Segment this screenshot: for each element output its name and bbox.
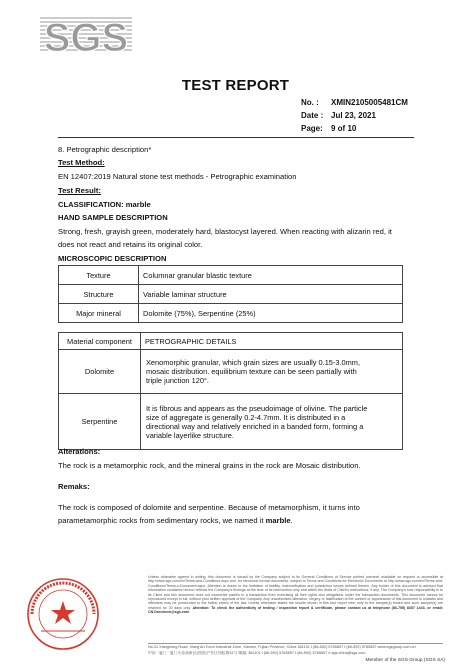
test-result-label: Test Result: (58, 186, 101, 195)
report-date: Date : Jul 23, 2021 (301, 111, 376, 120)
hand-sample-heading: HAND SAMPLE DESCRIPTION (58, 213, 168, 222)
table-cell-value: Columnar granular blastic texture (139, 266, 403, 285)
table-cell-label: Structure (59, 285, 139, 304)
table-cell-value: Dolomite (75%), Serpentine (25%) (139, 304, 403, 323)
microscopic-table (58, 265, 403, 323)
table-cell-label: Texture (59, 266, 139, 285)
table-header-row (59, 333, 403, 350)
table-row (59, 266, 403, 285)
table-row (59, 285, 403, 304)
section-heading: 8. Petrographic description* (58, 145, 152, 154)
alterations-text: The rock is a metamorphic rock, and the mineral grains in the rock are Mosaic distribution. (58, 461, 361, 470)
remarks-line-2: parametamorphic rocks from sedimentary rocks, we named it marble. (58, 516, 293, 525)
address-chinese: 中国 · 厦门 · 厦门火炬高新区(翔安)产业区翔虹路31号 邮编: 361101 t (86-592) 5765857 f (86-592) 5765657 e sgs.china@sgs.com (148, 651, 366, 655)
footer-divider (148, 643, 443, 644)
test-method-value: EN 12407:2019 Natural stone test methods - Petrographic examination (58, 172, 297, 181)
company-seal (26, 577, 100, 651)
table-header-cell: Material component (59, 333, 141, 350)
table-row (59, 304, 403, 323)
remarks-line-1: The rock is composed of dolomite and serpentine. Because of metamorphism, it turns into (58, 503, 360, 512)
report-page: Page: 9 of 10 (301, 124, 357, 133)
sgs-logo (40, 12, 132, 56)
hand-sample-line-2: does not react and retains its original color. (58, 240, 203, 249)
report-meta (301, 96, 408, 135)
table-row (59, 394, 403, 450)
table-cell-label: Major mineral (59, 304, 139, 323)
report-number: No. : XMIN2105005481CM (301, 98, 408, 107)
table-header-cell: PETROGRAPHIC DETAILS (141, 333, 403, 350)
alterations-heading: Alterations: (58, 447, 101, 456)
table-cell-value: Xenomorphic granular, which grain sizes are usually 0.15-3.0mm, mosaic distribution. equilibrium texture can be seen partially with triple junction 120°. (141, 350, 403, 394)
classification: CLASSIFICATION: marble (58, 200, 151, 209)
test-method-label: Test Method: (58, 158, 105, 167)
table-cell-value: Variable laminar structure (139, 285, 403, 304)
petrographic-table (58, 332, 403, 450)
microscopic-heading: MICROSCOPIC DESCRIPTION (58, 254, 167, 263)
svg-text:SGS: SGS (43, 16, 129, 56)
address-english: No.31 Xianghong Road, Xiang'An Torch Industrial Zone, Xiamen, Fujian Province, China 361101 t (86-592) 5765857 f (86-592) 5765657 www.sgsgroup.com.cn (148, 645, 416, 649)
group-member-note: Member of the SGS Group (SGS SA) (365, 658, 445, 663)
table-cell-label: Dolomite (59, 350, 141, 394)
remarks-heading: Remaks: (58, 482, 90, 491)
table-cell-value: It is fibrous and appears as the pseudoimage of olivine. The particle size of aggregate is generally 0.2-4.7mm. It is distributed in a directional way and relatively enriched in a banded form, forming a variable layerlike structure. (141, 394, 403, 450)
header-divider (58, 137, 414, 138)
hand-sample-line-1: Strong, fresh, grayish green, moderately hard, blastocyst layered. When reacting with alizarin red, it (58, 227, 392, 236)
report-title: TEST REPORT (181, 77, 290, 94)
table-row (59, 350, 403, 394)
table-cell-label: Serpentine (59, 394, 141, 450)
terms-fine-print: Unless otherwise agreed in writing, this document is issued by the Company subject to its General Conditions of Service printed overleaf, available on request or accessible at http://www.sgs.com/en/Terms-and-Conditions.aspx and, for electronic format documents, subject to Terms and Conditions for Electronic Documents at http://www.sgs.com/en/Terms-and-Conditions/Terms-e-Document.aspx. Attention is drawn to the limitation of liability, indemnification and jurisdiction issues defined therein. Any holder of this document is advised that information contained hereon reflects the Company's findings at the time of its intervention only and within the limits of Client's instructions, if any. The Company's sole responsibility is to its Client and this document does not exonerate parties to a transaction from exercising all their rights and obligations under the transaction documents. This document cannot be reproduced except in full, without prior written approval of the Company. Any unauthorized alteration, forgery or falsification of the content or appearance of this document is unlawful and offenders may be prosecuted to the fullest extent of the law. Unless otherwise stated the results shown in this test report refer only to the sample(s) tested and such sample(s) are retained for 30 days only. Attention: To check the authenticity of testing / inspection report & certificate, please contact us at telephone (86-755) 8307 1443, or email: CN.Doccheck@sgs.com (148, 575, 443, 615)
